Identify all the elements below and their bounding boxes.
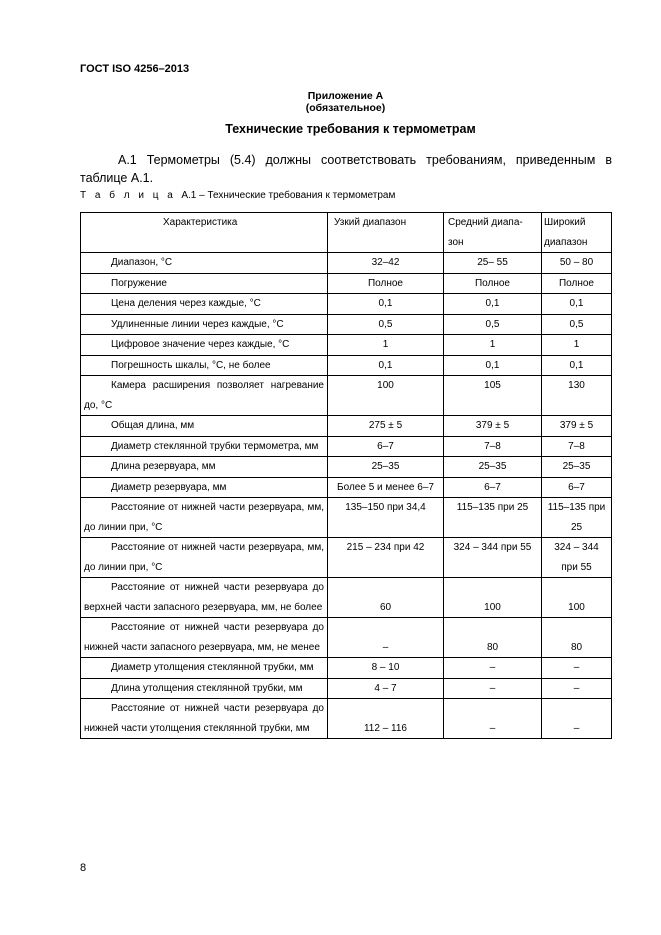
table-row bbox=[81, 477, 612, 498]
row-value: 6–7 bbox=[328, 436, 444, 457]
row-characteristic: Диапазон, °С bbox=[81, 253, 328, 274]
row-characteristic: Расстояние от нижней части резервуара до нижней части запасного резервуара, мм, не менее bbox=[81, 618, 328, 658]
row-characteristic: Расстояние от нижней части резервуара до нижней части утолщения стеклянной трубки, мм bbox=[81, 699, 328, 739]
row-value: 25– 55 bbox=[444, 253, 542, 274]
row-value: 112 – 116 bbox=[328, 699, 444, 739]
header-narrow-range: Узкий диапазон bbox=[328, 213, 444, 253]
row-characteristic: Расстояние от нижней части резервуара до верхней части запасного резервуара, мм, не более bbox=[81, 578, 328, 618]
row-value: 275 ± 5 bbox=[328, 416, 444, 437]
row-characteristic: Диаметр стеклянной трубки термометра, мм bbox=[81, 436, 328, 457]
row-value: 7–8 bbox=[444, 436, 542, 457]
table-header-row bbox=[81, 213, 612, 253]
row-value: 324 – 344 при 55 bbox=[444, 538, 542, 578]
table-row bbox=[81, 457, 612, 478]
row-value: – bbox=[542, 699, 612, 739]
row-value: 25–35 bbox=[542, 457, 612, 478]
row-value: 80 bbox=[444, 618, 542, 658]
table-row bbox=[81, 618, 612, 658]
table-row bbox=[81, 273, 612, 294]
section-title: Технические требования к термометрам bbox=[225, 122, 476, 136]
row-characteristic: Цифровое значение через каждые, °С bbox=[81, 335, 328, 356]
row-characteristic: Диаметр резервуара, мм bbox=[81, 477, 328, 498]
row-characteristic: Цена деления через каждые, °С bbox=[81, 294, 328, 315]
row-value: 324 – 344 при 55 bbox=[542, 538, 612, 578]
row-value: 1 bbox=[444, 335, 542, 356]
row-characteristic: Камера расширения позволяет нагревание до, °С bbox=[81, 376, 328, 416]
row-value: 130 bbox=[542, 376, 612, 416]
table-row bbox=[81, 578, 612, 618]
row-value: 100 bbox=[328, 376, 444, 416]
row-value: 115–135 при 25 bbox=[542, 498, 612, 538]
row-value: Полное bbox=[444, 273, 542, 294]
row-value: 0,1 bbox=[542, 294, 612, 315]
table-row bbox=[81, 314, 612, 335]
table-row bbox=[81, 538, 612, 578]
row-value: 25–35 bbox=[328, 457, 444, 478]
row-value: 105 bbox=[444, 376, 542, 416]
row-value: 25–35 bbox=[444, 457, 542, 478]
page-number: 8 bbox=[80, 862, 87, 874]
row-value: 0,1 bbox=[328, 294, 444, 315]
row-value: 6–7 bbox=[542, 477, 612, 498]
row-value: 7–8 bbox=[542, 436, 612, 457]
requirements-table bbox=[80, 212, 612, 739]
row-characteristic: Удлиненные линии через каждые, °С bbox=[81, 314, 328, 335]
row-value: – bbox=[444, 678, 542, 699]
row-value: 100 bbox=[542, 578, 612, 618]
row-value: – bbox=[444, 699, 542, 739]
row-value: 0,5 bbox=[542, 314, 612, 335]
table-caption-label: Т а б л и ц а bbox=[80, 190, 176, 201]
table-caption bbox=[80, 190, 395, 201]
row-value: 0,5 bbox=[328, 314, 444, 335]
row-value: 60 bbox=[328, 578, 444, 618]
table-caption-text: А.1 – Технические требования к термометрам bbox=[181, 190, 396, 201]
row-value: 115–135 при 25 bbox=[444, 498, 542, 538]
table-row bbox=[81, 416, 612, 437]
row-value: 1 bbox=[328, 335, 444, 356]
header-characteristic: Характеристика bbox=[81, 213, 328, 253]
row-value: Полное bbox=[542, 273, 612, 294]
row-value: 0,1 bbox=[444, 294, 542, 315]
table-row bbox=[81, 253, 612, 274]
table-row bbox=[81, 699, 612, 739]
row-value: – bbox=[542, 658, 612, 679]
row-characteristic: Расстояние от нижней части резервуара, мм, до линии при, °С bbox=[81, 538, 328, 578]
row-value: 215 – 234 при 42 bbox=[328, 538, 444, 578]
row-value: 80 bbox=[542, 618, 612, 658]
row-value: – bbox=[444, 658, 542, 679]
row-value: 0,1 bbox=[328, 355, 444, 376]
row-characteristic: Погружение bbox=[81, 273, 328, 294]
row-value: 6–7 bbox=[444, 477, 542, 498]
document-header: ГОСТ ISO 4256–2013 bbox=[80, 63, 190, 75]
row-value: Более 5 и менее 6–7 bbox=[328, 477, 444, 498]
row-value: 8 – 10 bbox=[328, 658, 444, 679]
row-value: 379 ± 5 bbox=[542, 416, 612, 437]
row-characteristic: Длина резервуара, мм bbox=[81, 457, 328, 478]
table-row bbox=[81, 678, 612, 699]
intro-paragraph: А.1 Термометры (5.4) должны соответствовать требованиям, приведенным в таблице А.1. bbox=[80, 153, 612, 185]
row-value: 4 – 7 bbox=[328, 678, 444, 699]
header-wide-range: Широкий диапазон bbox=[542, 213, 612, 253]
row-value: 32–42 bbox=[328, 253, 444, 274]
header-medium-range: Средний диапа-зон bbox=[444, 213, 542, 253]
row-value: 0,1 bbox=[444, 355, 542, 376]
table-row bbox=[81, 355, 612, 376]
table-row bbox=[81, 436, 612, 457]
row-characteristic: Длина утолщения стеклянной трубки, мм bbox=[81, 678, 328, 699]
table-row bbox=[81, 335, 612, 356]
row-characteristic: Общая длина, мм bbox=[81, 416, 328, 437]
row-characteristic: Расстояние от нижней части резервуара, мм, до линии при, °С bbox=[81, 498, 328, 538]
row-characteristic: Диаметр утолщения стеклянной трубки, мм bbox=[81, 658, 328, 679]
table-row bbox=[81, 294, 612, 315]
row-value: 379 ± 5 bbox=[444, 416, 542, 437]
row-value: Полное bbox=[328, 273, 444, 294]
table-row bbox=[81, 498, 612, 538]
row-value: 135–150 при 34,4 bbox=[328, 498, 444, 538]
row-characteristic: Погрешность шкалы, °С, не более bbox=[81, 355, 328, 376]
row-value: 0,1 bbox=[542, 355, 612, 376]
table-row bbox=[81, 658, 612, 679]
annex-subtitle: (обязательное) bbox=[305, 102, 386, 114]
row-value: 100 bbox=[444, 578, 542, 618]
row-value: 50 – 80 bbox=[542, 253, 612, 274]
row-value: 0,5 bbox=[444, 314, 542, 335]
row-value: 1 bbox=[542, 335, 612, 356]
row-value: – bbox=[542, 678, 612, 699]
annex-title: Приложение А bbox=[307, 90, 384, 102]
table-row bbox=[81, 376, 612, 416]
row-value: – bbox=[328, 618, 444, 658]
